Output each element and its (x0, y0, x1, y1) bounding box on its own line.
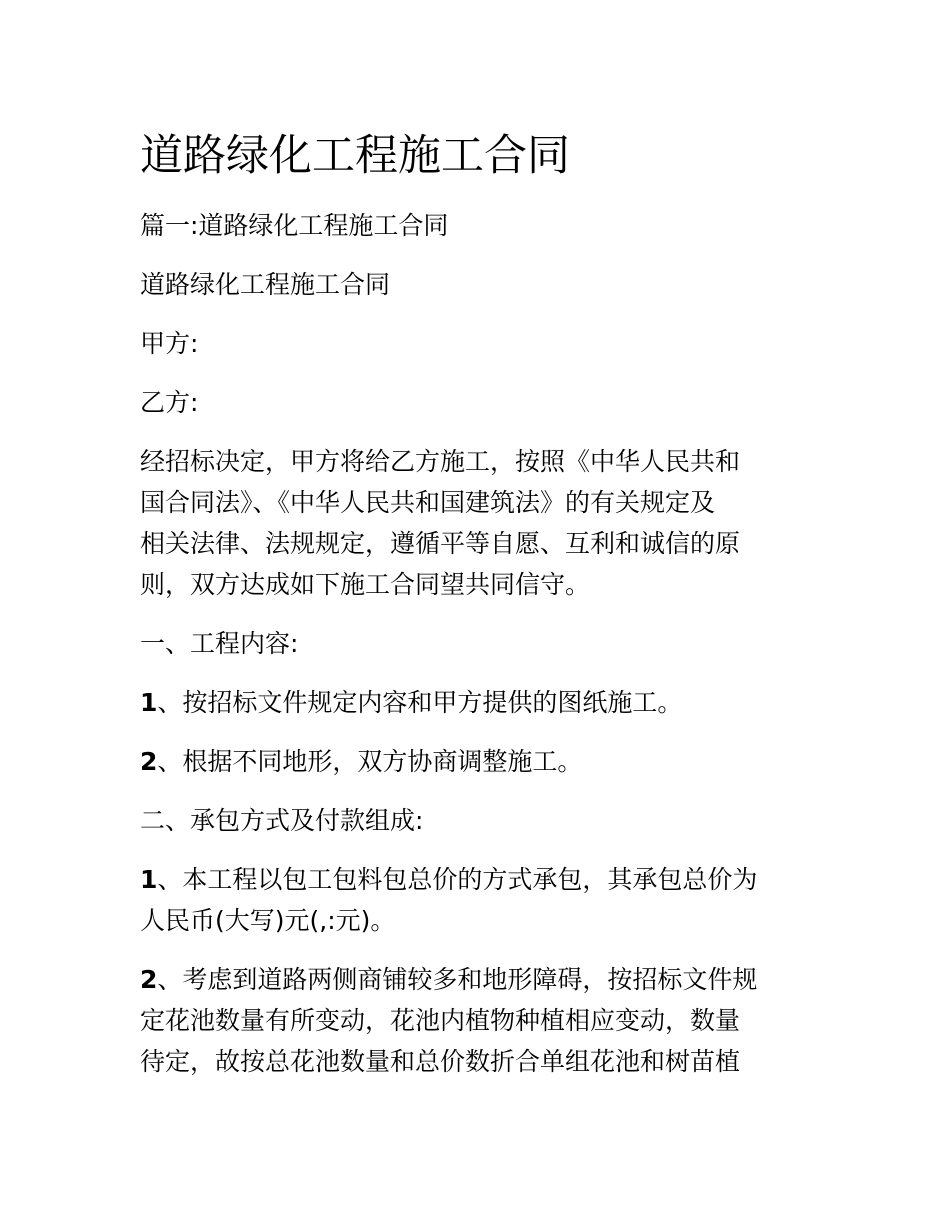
section-1-item-1 (140, 682, 682, 723)
item-text: 、根据不同地形，双方协商调整施工。 (157, 747, 583, 776)
item-line (140, 959, 757, 1000)
intro-line: 经招标决定，甲方将给乙方施工，按照《中华人民共和 (140, 447, 741, 476)
party-a-label: 甲方: (140, 329, 199, 358)
document-title: 道路绿化工程施工合同 (140, 131, 570, 181)
item-line: 人民币(大写)元(,:元)。 (140, 906, 396, 935)
party-b-label: 乙方: (140, 388, 199, 417)
section-1-item-2 (140, 741, 582, 782)
intro-line: 则，双方达成如下施工合同望共同信守。 (140, 570, 591, 599)
item-line: 待定，故按总花池数量和总价数折合单组花池和树苗植 (140, 1047, 741, 1076)
item-line (140, 859, 757, 900)
section-1-title: 一、工程内容: (140, 629, 299, 658)
item-number: 1 (140, 865, 158, 894)
section-2-title: 二、承包方式及付款组成: (140, 806, 424, 835)
item-text: 、本工程以包工包料包总价的方式承包，其承包总价为 (157, 865, 758, 894)
item-text: 、按招标文件规定内容和甲方提供的图纸施工。 (157, 688, 683, 717)
intro-line: 国合同法》、《中华人民共和国建筑法》的有关规定及 (140, 488, 716, 517)
item-text: 、考虑到道路两侧商铺较多和地形障碍，按招标文件规 (157, 965, 758, 994)
contract-heading: 道路绿化工程施工合同 (140, 270, 391, 299)
item-line: 定花池数量有所变动，花池内植物种植相应变动，数量 (140, 1006, 741, 1035)
item-number: 2 (140, 747, 158, 776)
subtitle: 篇一:道路绿化工程施工合同 (140, 211, 449, 240)
intro-line: 相关法律、法规规定，遵循平等自愿、互利和诚信的原 (140, 529, 741, 558)
item-number: 1 (140, 688, 158, 717)
item-number: 2 (140, 965, 158, 994)
